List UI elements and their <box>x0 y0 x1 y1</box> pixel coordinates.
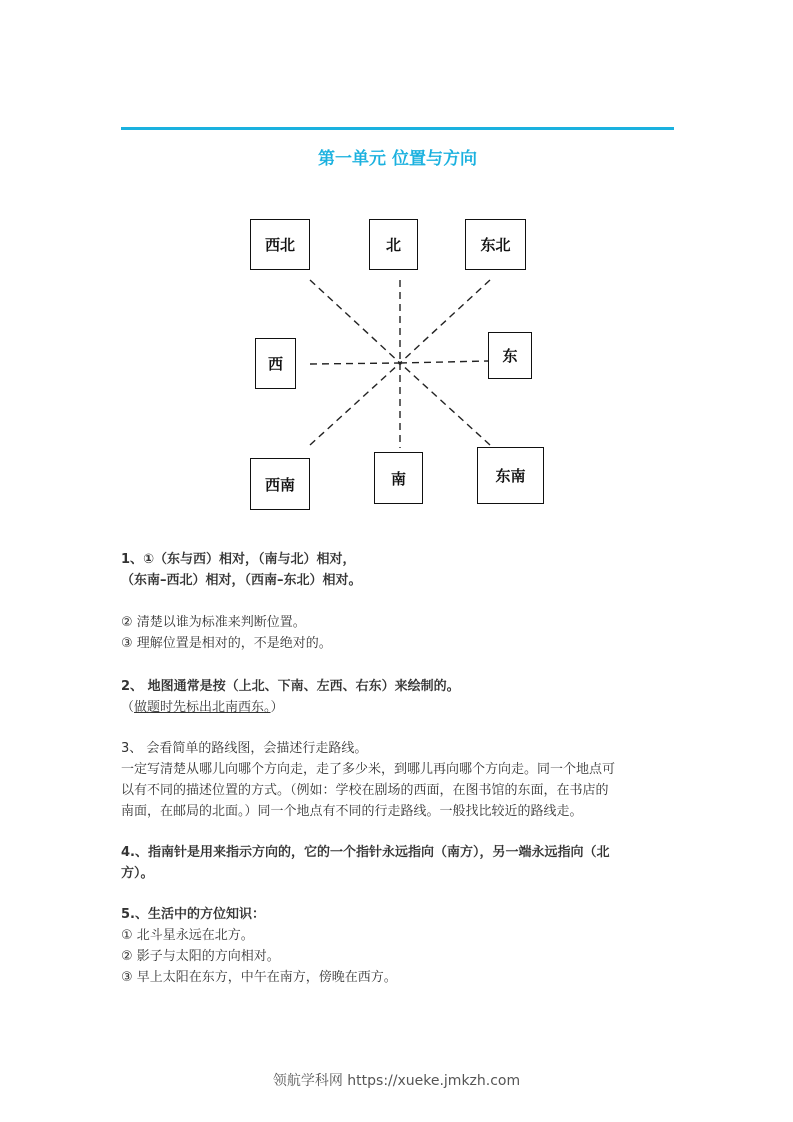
section-1-line: （东南–西北）相对，（西南–东北）相对。 <box>121 573 362 588</box>
section-5-line: ③ 早上太阳在东方，中午在南方，傍晚在西方。 <box>121 970 397 985</box>
line-southwest <box>310 363 400 445</box>
section-3-line: 以有不同的描述位置的方式。（例如：学校在剧场的西面，在图书馆的东面，在书店的 <box>121 783 609 798</box>
section-4-line: 4.、指南针是用来指示方向的，它的一个指针永远指向（南方），另一端永远指向（北 <box>121 845 610 860</box>
section-3 <box>121 738 676 822</box>
section-5-line: ② 影子与太阳的方向相对。 <box>121 949 280 964</box>
underlined-tip: 做题时先标出北南西东。 <box>134 700 271 715</box>
line-west <box>310 363 400 364</box>
section-1-line: 1、①（东与西）相对，（南与北）相对， <box>121 552 356 567</box>
box-west: 西 <box>255 338 296 389</box>
section-4 <box>121 842 676 884</box>
line-southeast <box>400 363 490 445</box>
section-3-line: 3、 会看简单的路线图，会描述行走路线。 <box>121 741 368 756</box>
section-3-line: 南面，在邮局的北面。）同一个地点有不同的行走路线。一般找比较近的路线走。 <box>121 804 583 819</box>
section-5-line: ① 北斗星永远在北方。 <box>121 928 254 943</box>
section-3-line: 一定写清楚从哪儿向哪个方向走，走了多少米，到哪儿再向哪个方向走。同一个地点可 <box>121 762 616 777</box>
section-2 <box>121 676 676 718</box>
footer-watermark: 领航学科网 https://xueke.jmkzh.com <box>272 1073 521 1089</box>
page-title: 第一单元 位置与方向 <box>318 149 477 169</box>
line-northeast <box>400 280 490 363</box>
section-5 <box>121 904 676 988</box>
box-south: 南 <box>374 452 423 504</box>
section-2-line: （做题时先标出北南西东。） <box>121 700 284 715</box>
line-east <box>400 361 488 363</box>
box-northeast: 东北 <box>465 219 526 270</box>
section-4-line: 方）。 <box>121 866 154 881</box>
line-northwest <box>310 280 400 363</box>
section-5-line: 5.、生活中的方位知识： <box>121 907 265 922</box>
box-north: 北 <box>369 219 418 270</box>
section-2-line: 2、 地图通常是按（上北、下南、左西、右东）来绘制的。 <box>121 679 460 694</box>
box-southwest: 西南 <box>250 458 310 510</box>
box-southeast: 东南 <box>477 447 544 504</box>
box-east: 东 <box>488 332 532 379</box>
section-1-line: ③ 理解位置是相对的，不是绝对的。 <box>121 636 332 651</box>
section-1-line: ② 清楚以谁为标准来判断位置。 <box>121 615 306 630</box>
box-northwest: 西北 <box>250 219 310 270</box>
section-1 <box>121 549 676 654</box>
